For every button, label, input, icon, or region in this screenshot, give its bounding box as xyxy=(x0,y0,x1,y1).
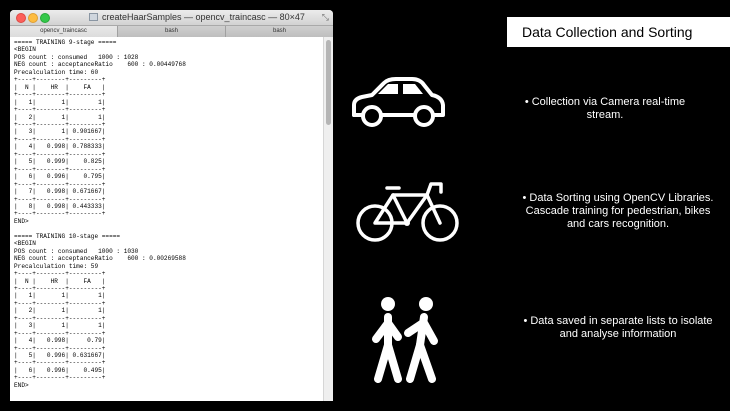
window-title: createHaarSamples — opencv_traincasc — 80×47 xyxy=(102,12,305,22)
bullet-sorting: • Data Sorting using OpenCV Libraries. Cascade training for pedestrian, bikes and cars recognition. xyxy=(522,192,714,230)
slide-title: Data Collection and Sorting xyxy=(507,17,730,47)
terminal-proxy-icon xyxy=(89,13,98,21)
tab-bar xyxy=(10,26,333,37)
tab-bash-2[interactable]: bash xyxy=(226,26,333,37)
minimize-button[interactable] xyxy=(28,13,38,23)
fullscreen-icon[interactable]: ⤡ xyxy=(321,12,329,22)
close-button[interactable] xyxy=(16,13,26,23)
terminal-output[interactable] xyxy=(14,39,320,399)
bicycle-icon xyxy=(355,180,460,245)
tab-bash-1[interactable]: bash xyxy=(118,26,226,37)
car-icon xyxy=(348,75,448,130)
pedestrians-icon xyxy=(368,295,448,383)
terminal-text: ===== TRAINING 9-stage ===== <BEGIN POS count : consumed 1000 : 1028 NEG count : acceptanceRatio 600 : 0.00449768 Precalculation time: 60 +----+--------+---------+ | N | HR | FA | +----+--------+---------+ | 1| 1| 1| +----+--------+---------+ | 2| 1| 1| +----+--------+---------+ | 3| 1| 0.901667| +----+--------+---------+ | 4| 0.998| 0.788333| +----+--------+---------+ | 5| 0.999| 0.825| +----+--------+---------+ | 6| 0.996| 0.795| +----+--------+---------+ | 7| 0.998| 0.671667| +----+--------+---------+ | 8| 0.998| 0.443333| +----+--------+---------+ END> ===== TRAINING 10-stage ===== <BEGIN POS count : consumed 1000 : 1030 NEG count : acceptanceRatio 600 : 0.00269588 Precalculation time: 59 +----+--------+---------+ | N | HR | FA | +----+--------+---------+ | 1| 1| 1| +----+--------+---------+ | 2| 1| 1| +----+--------+---------+ | 3| 1| 1| +----+--------+---------+ | 4| 0.998| 0.79| +----+--------+---------+ | 5| 0.996| 0.631667| +----+--------+---------+ | 6| 0.996| 0.495| +----+--------+---------+ END> xyxy=(14,39,186,389)
window-titlebar[interactable] xyxy=(10,10,333,26)
zoom-button[interactable] xyxy=(40,13,50,23)
tab-opencv-traincasc[interactable]: opencv_traincasc xyxy=(10,26,118,37)
terminal-window[interactable] xyxy=(10,10,333,401)
scroll-thumb[interactable] xyxy=(326,40,331,125)
bullet-collection: • Collection via Camera real-time stream. xyxy=(524,96,686,121)
bullet-saved: • Data saved in separate lists to isolate and analyse information xyxy=(523,315,713,340)
vertical-scrollbar[interactable] xyxy=(323,37,333,401)
